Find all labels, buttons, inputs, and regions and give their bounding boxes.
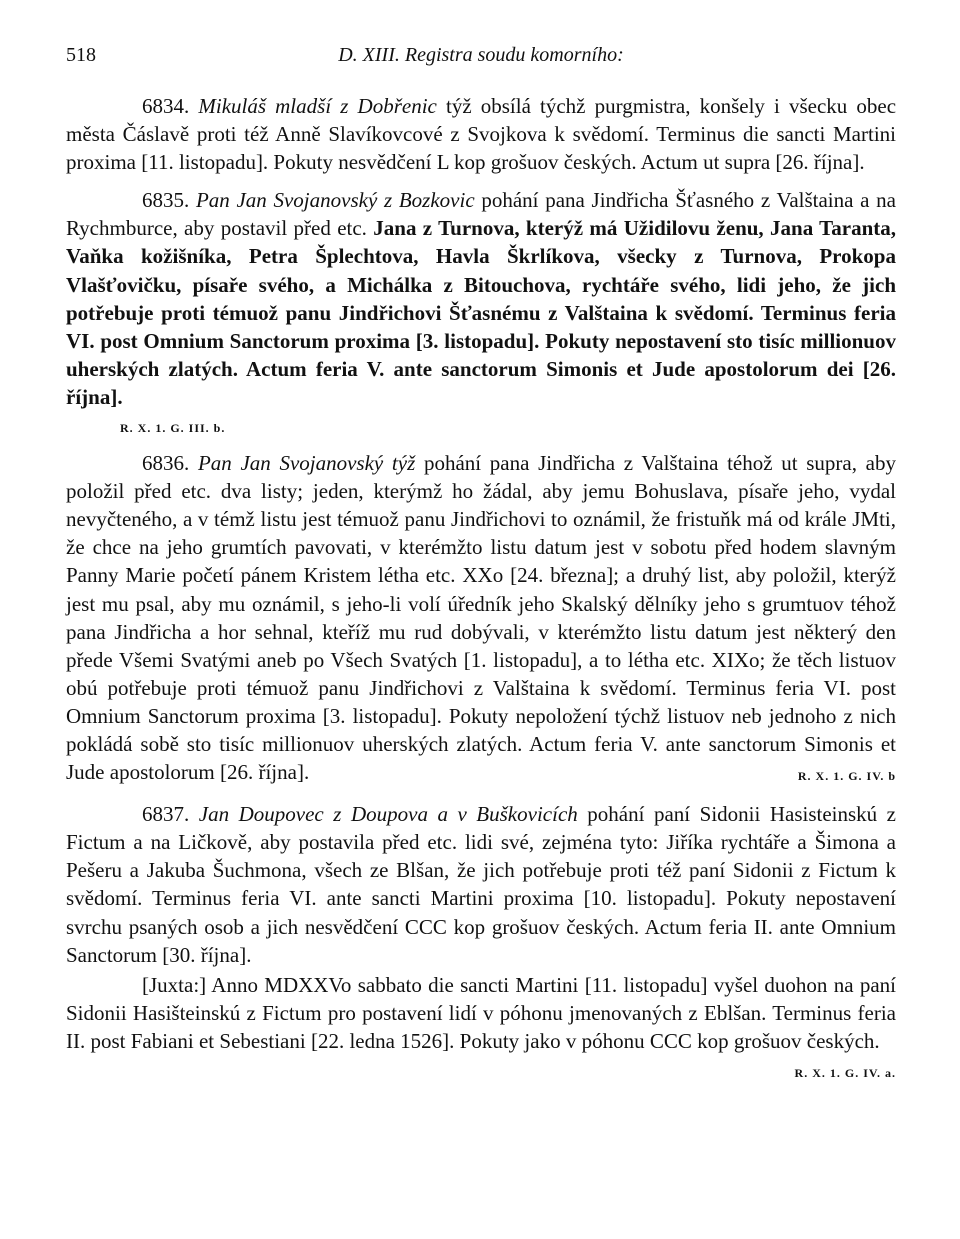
document-page [66, 44, 896, 1097]
running-head: D. XIII. Registra soudu komorního: [338, 44, 624, 66]
entry-6836 [66, 449, 896, 790]
entry-juxta-text: [Juxta:] Anno MDXXVo sabbato die sancti Martini [11. listopadu] vyšel duohon na paní Sidonii Hasišteinskú z Fictum pro postavení lidí v póhonu jmenovaných z Eblšan. Terminus feria II. post Fabiani et Sebestiani [22. ledna 1526]. Pokuty jako v póhonu CCC kop grošuov českých. [66, 972, 896, 1053]
entry-number: 6834. [142, 94, 190, 118]
entry-heading: Jan Doupovec z Doupova a v Buškovicích [198, 802, 578, 827]
entry-paragraph [66, 186, 896, 411]
entry-text: týž obsílá týchž purgmistra, konšely i všecku obec města Čáslavě proti též Anně Slavíkovcové z Svojkova k svědomí. Terminus die sancti Martini proxima [11. listopadu]. Pokuty nesvědčení L kop grošuov českých. Actum ut supra [26. října]. [66, 94, 897, 175]
entry-text: pohání paní Sidonii Hasisteinskú z Fictum a na Ličkově, aby postavila před etc. lidi své, zejména tyto: Jiříka rychtáře a Šimona a Pešeru a Jakuba Šuchmona, všech ze Blšan, že jich potřebuje proti též paní Sidonii z Fictum k svědomí. Terminus feria VI. ante sancti Martini proxima [10. listopadu]. Pokuty nepostavení svrchu psaných osob a jich nesvědčení CCC kop grošuov českých. Actum feria II. ante Omnium Sanctorum [30. října]. [66, 802, 897, 967]
entry-paragraph [66, 449, 896, 786]
entry-6835 [66, 186, 896, 411]
entry-paragraph [66, 800, 896, 969]
entry-6834 [66, 92, 896, 176]
entry-text: pohání pana Jindřicha Šťasného z Valštaina a na Rychmburce, aby postavil před etc. [66, 188, 896, 241]
entry-text-bold: Jana z Turnova, kterýž má Užidilovu ženu, Jana Taranta, Vaňka kožišníka, Petra Šplechtova, Havla Škrlíkova, všecky z Turnova, Prokopa Vlašťovičku, písaře svého, a Michálka z Bitouchova, rychtáře svého, lidi jeho, že jich potřebuje proti témuož panu Jindřichovi Šťasnému z Valštaina k svědomí. Terminus feria VI. post Omnium Sanctorum proxima [3. listopadu]. Pokuty nepostavení sto tisíc millionuov uherských zlatých. Actum feria V. ante sanctorum Simonis et Jude apostolorum dei [26. října]. [66, 216, 896, 409]
page-number: 518 [66, 44, 96, 66]
entry-6837 [66, 800, 896, 1087]
page-header [66, 44, 896, 74]
entry-text: pohání pana Jindřicha z Valštaina téhož ut supra, aby položil před etc. dva listy; jeden, kterýmž ho žádal, aby jemu Bohuslava, písaře jeho, vydal nevyčteného, a v témž listu jest témuož panu Jindřichovi to oznámil, že fristuňk má od krále JMti, že chce na jeho grumtích pavovati, v kterémžto listu datum jest v sobotu před hodem slavným Panny Marie početí pánem Kristem létha etc. XXo [24. března]; a druhý list, aby položil, kterýž jest mu psal, aby mu oznámil, s jeho-li volí úředník jeho Skalský dělníky jeho s grumtuov téhož pana Jindřicha a hor sehnal, kteříž mu rud dobývali, v kterémžto listu datum jest některý den přede Všemi Svatými aneb po Všech Svatých [1. listopadu], a to létha etc. XIXo; že těch listuov obú potřebuje proti témuož panu Jindřichovi z Valštaina k svědomí. Terminus feria VI. post Omnium Sanctorum proxima [3. listopadu]. Pokuty nepoložení týchž listuov neb jednoho z nich pokládá sobě sto tisíc millionuov uherských zlatých. Actum feria V. ante sanctorum Simonis et Jude apostolorum [26. října]. [66, 451, 896, 785]
entry-number: 6836. [142, 451, 190, 476]
archive-signature: R. X. 1. G. IV. b [797, 769, 896, 784]
entry-heading: Pan Jan Svojanovský z Bozkovic [195, 188, 475, 213]
archive-signature: R. X. 1. G. IV. a. [794, 1066, 896, 1080]
entry-number: 6837. [142, 802, 190, 827]
entry-heading: Pan Jan Svojanovský týž [197, 451, 416, 476]
entry-heading: Mikuláš mladší z Dobřenic [198, 94, 437, 118]
entry-juxta-paragraph [66, 971, 896, 1080]
register-entries [66, 92, 896, 1087]
entry-paragraph [66, 92, 896, 176]
archive-signature: R. X. 1. G. III. b. [120, 421, 226, 436]
entry-number: 6835. [142, 188, 190, 213]
